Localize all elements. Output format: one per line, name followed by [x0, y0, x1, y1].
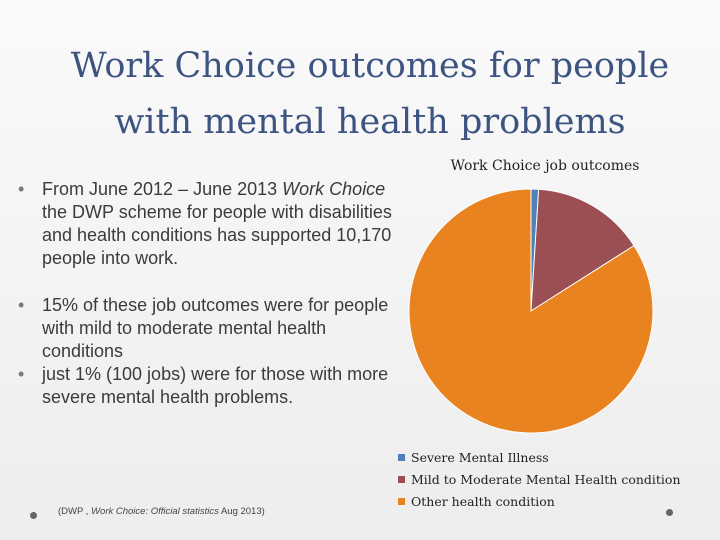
slide-title-line-2: with mental health problems [114, 102, 626, 142]
bullet-list [24, 178, 404, 409]
legend-item-2 [398, 468, 681, 490]
source-open: (DWP , [58, 506, 92, 517]
pie-chart [405, 185, 657, 437]
bullet-item-1 [24, 178, 404, 270]
legend-swatch-3 [398, 498, 405, 505]
legend-label-1: Severe Mental Illness [411, 449, 549, 465]
bullet-1-suffix: the DWP scheme for people with disabilities and health conditions has supported 10,170 people into work. [42, 202, 392, 268]
legend-label-2: Mild to Moderate Mental Health condition [411, 471, 681, 487]
legend-label-3: Other health condition [411, 493, 555, 509]
slide-title [40, 38, 700, 150]
chart-title: Work Choice job outcomes [450, 158, 640, 174]
bullet-item-2: • 15% of these job outcomes were for people with mild to moderate mental health conditions [24, 294, 404, 363]
legend-item-3 [398, 490, 681, 512]
bullet-1-prefix: From June 2012 – June 2013 [42, 179, 283, 199]
legend-item-1 [398, 446, 681, 468]
bullet-1-scheme-name: Work Choice [282, 179, 386, 199]
source-citation [58, 506, 265, 517]
legend-swatch-1 [398, 454, 405, 461]
slide-title-line-1: Work Choice outcomes for people [70, 46, 670, 86]
decorative-dot-left [30, 512, 37, 519]
chart-legend [398, 446, 681, 512]
source-title: Work Choice: Official statistics [91, 506, 219, 517]
legend-swatch-2 [398, 476, 405, 483]
bullet-item-3: • just 1% (100 jobs) were for those with more severe mental health problems. [24, 363, 404, 409]
source-close: Aug 2013) [218, 506, 265, 517]
